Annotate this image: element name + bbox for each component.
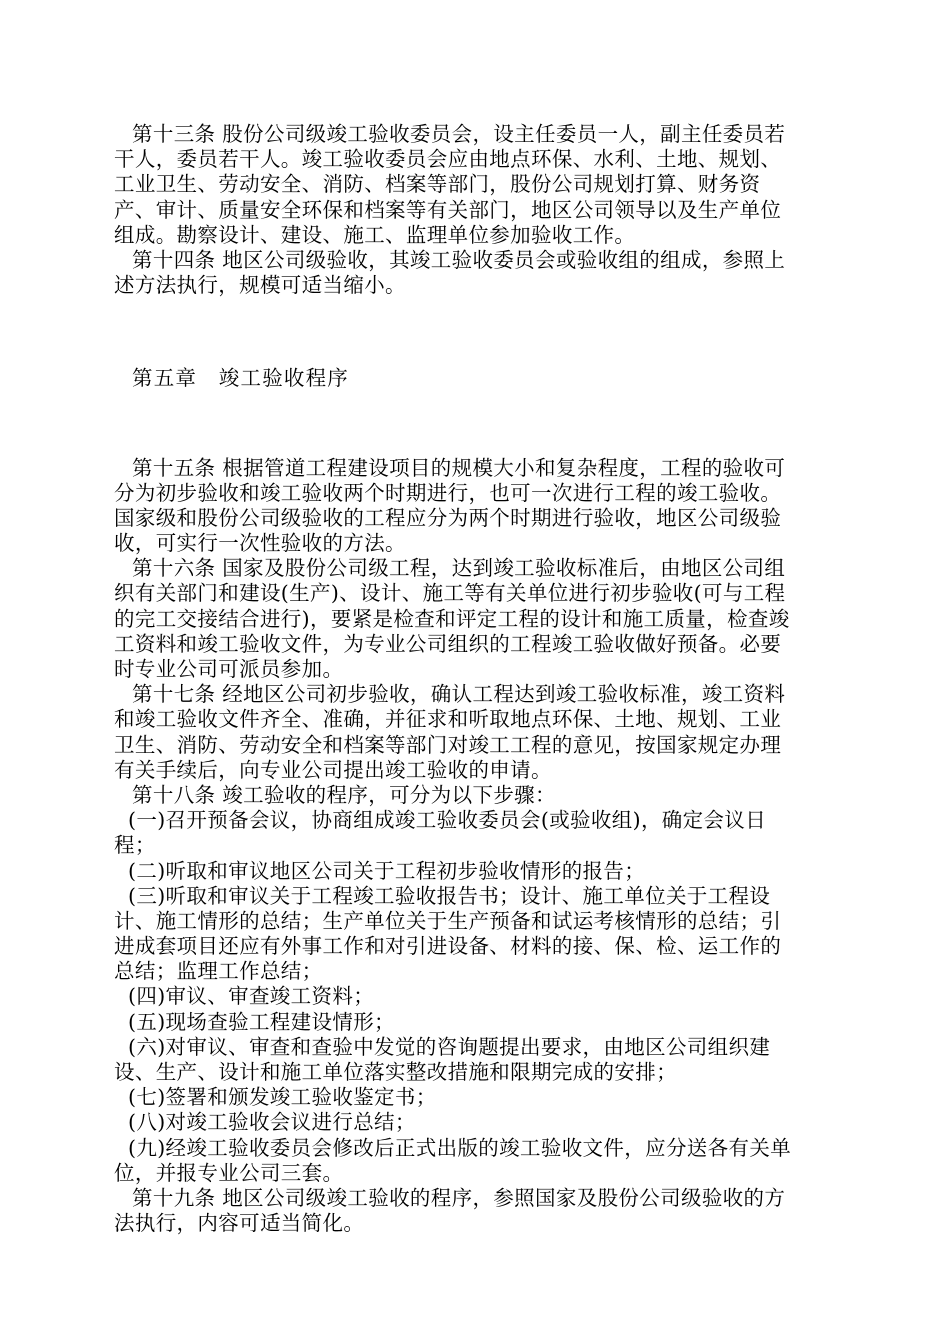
article-14-line: 述方法执行，规模可适当缩小。: [114, 273, 406, 298]
step-list: [114, 808, 836, 1186]
step-line: 设、生产、设计和施工单位落实整改措施和限期完成的安排；: [114, 1060, 677, 1084]
article-16-line: 第十六条 国家及股份公司级工程，达到竣工验收标准后，由地区公司组: [132, 556, 786, 581]
step-line: 计、施工情形的总结；生产单位关于生产预备和试运考核情形的总结；引: [114, 908, 782, 933]
article-19-line: 法执行，内容可适当简化。: [114, 1211, 365, 1236]
article-19: [114, 1186, 836, 1236]
article-16-line: 的完工交接结合进行)，要紧是检查和评定工程的设计和施工质量，检查竣: [114, 606, 790, 631]
article-17-line: 第十七条 经地区公司初步验收，确认工程达到竣工验收标准，竣工资料: [132, 682, 786, 707]
article-13-line: 产、审计、质量安全环保和档案等有关部门，地区公司领导以及生产单位: [114, 197, 782, 222]
step-line: (八)对竣工验收会议进行总结；: [128, 1110, 416, 1135]
step-line: (九)经竣工验收委员会修改后正式出版的竣工验收文件，应分送各有关单: [128, 1135, 792, 1160]
step-item: [114, 808, 836, 858]
article-19-line: 第十九条 地区公司级竣工验收的程序，参照国家及股份公司级验收的方: [132, 1185, 786, 1210]
article-13-line: 组成。勘察设计、建设、施工、监理单位参加验收工作。: [114, 222, 636, 247]
step-line: (三)听取和审议关于工程竣工验收报告书；设计、施工单位关于工程设: [128, 883, 771, 908]
step-item: [114, 984, 836, 1009]
step-item: [114, 1085, 836, 1110]
article-14: [114, 248, 836, 298]
article-15-line: 收，可实行一次性验收的方法。: [114, 531, 406, 556]
step-line: (五)现场查验工程建设情形；: [128, 1009, 395, 1034]
step-line: 位，并报专业公司三套。: [114, 1160, 344, 1185]
article-17-line: 有关手续后，向专业公司提出竣工验收的申请。: [114, 757, 552, 782]
step-line: (四)审议、审查竣工资料；: [128, 984, 375, 1009]
article-17: [114, 682, 836, 783]
article-17-line: 卫生、消防、劳动安全和档案等部门对竣工工程的意见，按国家规定办理: [114, 732, 782, 757]
article-16: [114, 556, 836, 682]
step-item: [114, 859, 836, 884]
step-line: (二)听取和审议地区公司关于工程初步验收情形的报告；: [128, 858, 646, 883]
step-line: (一)召开预备会议，协商组成竣工验收委员会(或验收组)，确定会议日: [128, 808, 767, 833]
article-14-line: 第十四条 地区公司级验收，其竣工验收委员会或验收组的组成，参照上: [132, 247, 786, 272]
step-item: [114, 1035, 836, 1085]
article-18-heading: 第十八条 竣工验收的程序，可分为以下步骤：: [132, 782, 556, 807]
step-line: 总结；监理工作总结；: [114, 959, 323, 984]
article-16-line: 时专业公司可派员参加。: [114, 657, 344, 681]
article-16-line: 织有关部门和建设(生产)、设计、施工等有关单位进行初步验收(可与工程: [114, 581, 786, 606]
article-18: [114, 783, 836, 1186]
spacer: [114, 392, 836, 456]
step-item: [114, 1110, 836, 1135]
document-page: [114, 122, 836, 1236]
article-15-line: 国家级和股份公司级验收的工程应分为两个时期进行验收，地区公司级验: [114, 505, 782, 530]
article-13-line: 工业卫生、劳动安全、消防、档案等部门，股份公司规划打算、财务资: [114, 172, 761, 197]
article-17-line: 和竣工验收文件齐全、准确，并征求和听取地点环保、土地、规划、工业: [114, 707, 782, 732]
article-16-line: 工资料和竣工验收文件，为专业公司组织的工程竣工验收做好预备。必要: [114, 631, 782, 656]
chapter-title: 第五章 竣工验收程序: [132, 366, 349, 391]
article-13-line: 干人，委员若干人。竣工验收委员会应由地点环保、水利、土地、规划、: [114, 147, 782, 172]
step-item: [114, 1136, 836, 1186]
article-15-line: 第十五条 根据管道工程建设项目的规模大小和复杂程度，工程的验收可: [132, 455, 786, 480]
step-line: (六)对审议、审查和查验中发觉的咨询题提出要求，由地区公司组织建: [128, 1034, 771, 1059]
spacer: [114, 298, 836, 366]
step-item: [114, 1010, 836, 1035]
article-15: [114, 456, 836, 557]
article-13-line: 第十三条 股份公司级竣工验收委员会，设主任委员一人，副主任委员若: [132, 122, 786, 146]
article-13: [114, 122, 836, 248]
step-line: 进成套项目还应有外事工作和对引进设备、材料的接、保、检、运工作的: [114, 934, 782, 959]
article-15-line: 分为初步验收和竣工验收两个时期进行，也可一次进行工程的竣工验收。: [114, 480, 782, 505]
step-line: (七)签署和颁发竣工验收鉴定书；: [128, 1085, 437, 1110]
step-item: [114, 884, 836, 985]
step-line: 程；: [114, 833, 156, 858]
